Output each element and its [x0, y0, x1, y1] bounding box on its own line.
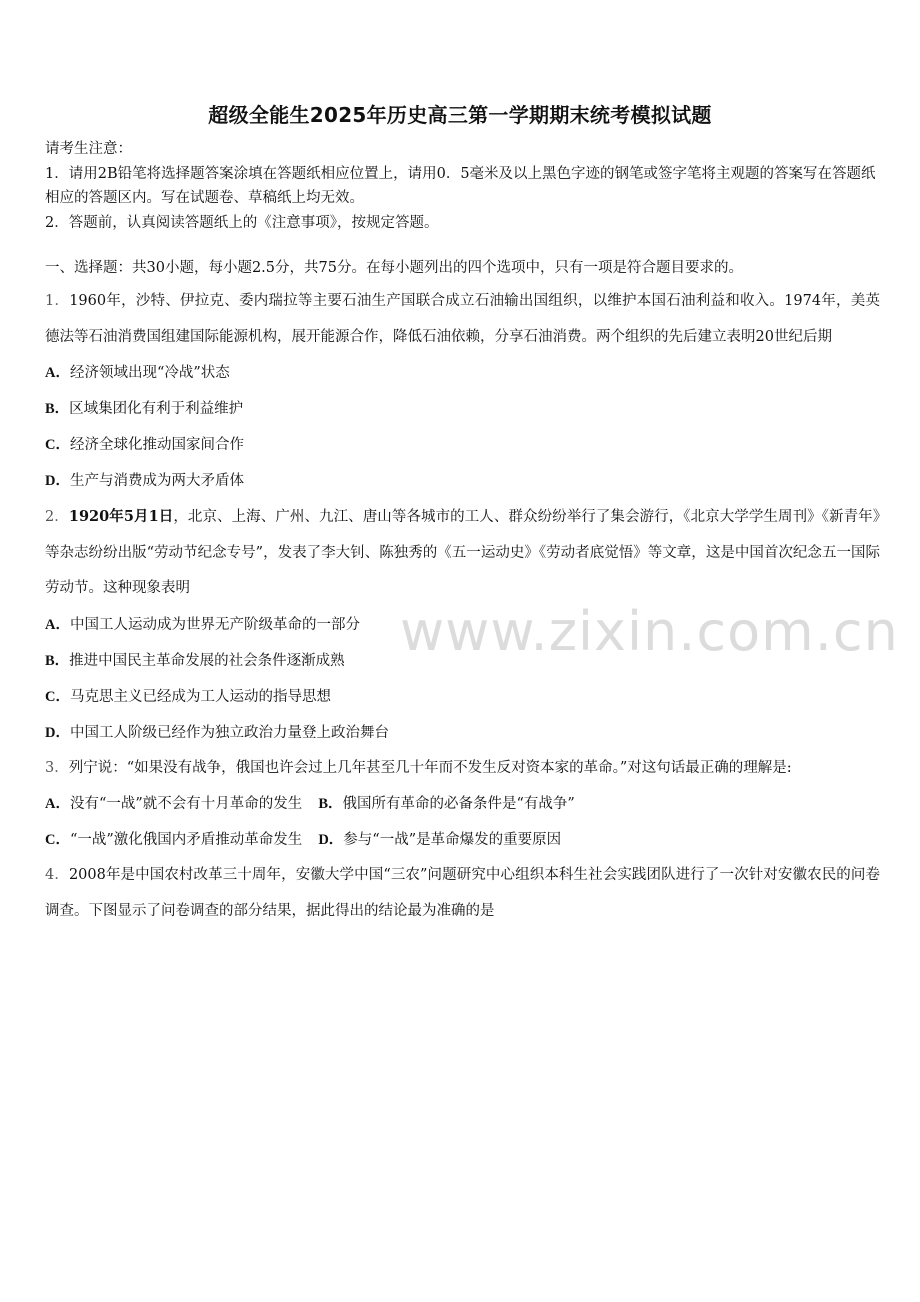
- option-text: 中国工人运动成为世界无产阶级革命的一部分: [69, 616, 360, 633]
- option-key: C．: [45, 832, 70, 848]
- section-heading: 一、选择题：共30小题，每小题2.5分，共75分。在每小题列出的四个选项中，只有一项是符合题目要求的。: [45, 260, 743, 276]
- question-date: 1920年5月1日: [68, 508, 174, 525]
- option-b: [45, 391, 880, 427]
- option-text: 经济全球化推动国家间合作: [69, 437, 244, 453]
- question-number: 1．: [45, 293, 70, 309]
- question-3: [45, 751, 880, 859]
- question-stem: [45, 751, 880, 787]
- question-text: 2008年是中国农村改革三十周年，安徽大学中国“三农”问题研究中心组织本科生社会实践团队进行了一次针对安徽农民的问卷调查。下图显示了问卷调查的部分结果，据此得出的结论最为准确的是: [45, 867, 880, 919]
- option-text: 区域集团化有利于利益维护: [69, 401, 244, 417]
- notice-line: 1．请用2B铅笔将选择题答案涂填在答题纸相应位置上，请用0．5毫米及以上黑色字迹的钢笔或签字笔将主观题的答案写在答题纸相应的答题区内。写在试题卷、草稿纸上均无效。: [45, 165, 876, 206]
- option-key: B．: [45, 652, 70, 669]
- option-text: 推进中国民主革命发展的社会条件逐渐成熟: [69, 652, 345, 669]
- option-key: D．: [318, 832, 344, 848]
- option-text: 经济领域出现“冷战”状态: [69, 365, 230, 381]
- question-stem: [45, 284, 880, 355]
- notice-heading: 请考生注意：: [45, 141, 132, 157]
- option-text: 参与“一战”是革命爆发的重要原因: [343, 832, 562, 848]
- option-key: A．: [45, 616, 70, 633]
- option-key: C．: [45, 688, 70, 705]
- option-c: [45, 679, 880, 715]
- option-key: A．: [45, 796, 70, 812]
- notice-line: 2．答题前，认真阅读答题纸上的《注意事项》，按规定答题。: [45, 214, 439, 231]
- option-key: D．: [45, 473, 70, 489]
- watermark: www.zixin.com.cn: [400, 600, 899, 663]
- question-number: 2．: [45, 509, 69, 525]
- question-4: [45, 858, 880, 929]
- option-key: A．: [45, 365, 70, 381]
- question-stem: [45, 858, 880, 929]
- option-text: 生产与消费成为两大矛盾体: [69, 473, 244, 489]
- question-1: [45, 284, 880, 499]
- option-text: 马克思主义已经成为工人运动的指导思想: [69, 688, 331, 705]
- option-key: B．: [45, 401, 70, 417]
- question-text: 列宁说：“如果没有战争，俄国也许会过上几年甚至几十年而不发生反对资本家的革命。”对这句话最正确的理解是:: [68, 759, 792, 776]
- option-key: B．: [318, 796, 343, 812]
- option-b: [45, 643, 880, 679]
- option-text: 没有“一战”就不会有十月革命的发生: [69, 796, 303, 812]
- option-row-cd: [45, 822, 880, 858]
- option-text: 俄国所有革命的必备条件是“有战争”: [342, 796, 575, 812]
- notice-block: [45, 137, 880, 235]
- question-text: ，北京、上海、广州、九江、唐山等各城市的工人、群众纷纷举行了集会游行，《北京大学学生周刊》《新青年》等杂志纷纷出版“劳动节纪念专号”，发表了李大钊、陈独秀的《五一运动史》《劳动者底觉悟》等文章，这是中国首次纪念五一国际劳动节。这种现象表明: [45, 509, 880, 596]
- option-a: [45, 607, 880, 643]
- option-text: “一战”激化俄国内矛盾推动革命发生: [69, 832, 303, 848]
- question-2: [45, 499, 880, 751]
- question-number: 3．: [45, 759, 69, 776]
- option-c: [45, 427, 880, 463]
- option-d: [45, 715, 880, 751]
- option-key: D．: [45, 724, 70, 741]
- question-list: [45, 284, 880, 929]
- option-row-ab: [45, 786, 880, 822]
- option-a: [45, 355, 880, 391]
- option-d: [45, 463, 880, 499]
- question-text: 1960年，沙特、伊拉克、委内瑞拉等主要石油生产国联合成立石油输出国组织，以维护本国石油利益和收入。1974年，美英德法等石油消费国组建国际能源机构，展开能源合作，降低石油依赖，分享石油消费。两个组织的先后建立表明20世纪后期: [45, 293, 880, 345]
- exam-title: 超级全能生2025年历史高三第一学期期末统考模拟试题: [208, 103, 712, 127]
- question-stem: [45, 499, 880, 607]
- question-number: 4．: [45, 867, 69, 883]
- option-key: C．: [45, 437, 70, 453]
- option-text: 中国工人阶级已经作为独立政治力量登上政治舞台: [69, 724, 389, 741]
